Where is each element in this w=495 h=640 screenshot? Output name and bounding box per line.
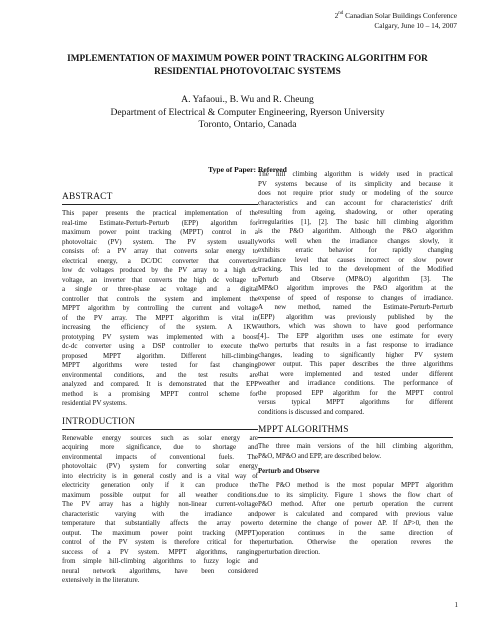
text-line: resulting from ageing, shadowing, or other operating <box>258 208 453 216</box>
abstract-heading: ABSTRACT <box>62 192 258 205</box>
text-line: The PV array has a highly non-linear current-voltage <box>62 500 258 508</box>
text-line: PV systems because of its simplicity and because it <box>258 179 453 188</box>
text-line: A new method, named the Estimate-Perturb-Perturb <box>258 303 453 311</box>
text-line: photovoltaic (PV) system. The PV system usually <box>62 237 258 246</box>
text-line: analyzed and compared. It is demonstrated that the EPP <box>62 380 258 388</box>
text-line: The P&O method is the most popular MPPT algorithm <box>258 481 453 489</box>
text-line: authors, which was shown to have good performance <box>258 322 453 330</box>
text-line: neural network algorithms, have been considered <box>62 566 258 575</box>
text-line: residential PV systems. <box>62 399 127 407</box>
text-line: low dc voltages produced by the PV array to a high dc <box>62 266 258 274</box>
text-line: characteristic varying with the irradiance and <box>62 509 258 518</box>
text-line: proposed MPPT algorithm. Different hill-climbing <box>62 351 258 360</box>
text-line: perturbation direction. <box>258 547 321 556</box>
text-line: two perturbs that results in a fast response to irradiance <box>258 341 453 349</box>
text-line: The three main versions of the hill climbing algorithm, <box>258 442 453 450</box>
text-line: acquiring more significance, due to shortage and <box>62 443 258 451</box>
text-line: real-time Estimate-Perturb-Perturb (EPP) algorithm for <box>62 218 258 227</box>
text-line: increasing the efficiency of the system. A 1KW <box>62 323 258 331</box>
text-line: MP&O algorithm improves the P&O algorithm at the <box>258 284 453 292</box>
text-line: exhibits erratic behavior for rapidly changing <box>258 246 453 254</box>
conference-name: 2nd Canadian Solar Buildings Conference <box>334 11 457 20</box>
text-line: dc-dc converter using a DSP controller to execute the <box>62 342 258 350</box>
text-line: works well when the irradiance changes slowly, it <box>258 236 453 245</box>
author-city: Toronto, Ontario, Canada <box>198 119 297 131</box>
text-line: changes, leading to significantly higher PV system <box>258 350 453 359</box>
perturb-observe-body <box>258 481 453 557</box>
text-line: expense of speed of response to changes of irradiance. <box>258 293 453 302</box>
text-line: due to its simplicity. Figure 1 shows the flow chart of <box>258 490 453 499</box>
text-line: versus typical MPPT algorithms for different <box>258 398 453 406</box>
text-line: consists of: a PV array that converts solar energy to <box>62 247 258 255</box>
perturb-observe-heading: Perturb and Observe <box>258 468 320 475</box>
text-line: voltage, an inverter that converts the high dc voltage to <box>62 275 258 284</box>
text-line: success of a PV system. MPPT algorithms, ranging <box>62 547 258 556</box>
text-line: is the P&O algorithm. Although the P&O algorithm <box>258 227 453 235</box>
text-line: temperature that substantially affects the array power <box>62 519 258 527</box>
text-line: environmental impacts of conventional fuels. The <box>62 452 258 461</box>
text-line: electricity generation only if it can produce the <box>62 481 258 489</box>
text-line: from simple hill-climbing algorithms to fuzzy logic and <box>62 557 258 565</box>
text-line: does not require prior study or modeling of the source <box>258 189 453 197</box>
text-line: irregularities [1], [2]. The basic hill climbing algorithm <box>258 217 453 226</box>
paper-title: IMPLEMENTATION OF MAXIMUM POWER POINT TRACKING ALGORITHM FOR RESIDENTIAL PHOTOVOLTAIC SYSTEMS <box>67 54 428 77</box>
text-line: MPPT algorithm by controlling the current and voltage <box>62 304 258 312</box>
text-line: maximum possible output for all weather conditions. <box>62 490 258 499</box>
author-names: A. Yafaoui., B. Wu and R. Cheung <box>181 94 314 105</box>
text-line: of the PV array. The MPPT algorithm is vital in <box>62 313 258 322</box>
left-column <box>62 169 258 586</box>
text-line: power output. This paper describes the three algorithms <box>258 360 453 368</box>
author-department: Department of Electrical & Computer Engineering, Ryerson University <box>110 106 385 118</box>
text-line: perturbation. Otherwise the operation reveres the <box>258 538 453 546</box>
abstract-body <box>62 209 258 409</box>
text-line: MPPT algorithms were tested for fast changing <box>62 361 258 369</box>
text-line: controller that controls the system and implement the <box>62 294 258 303</box>
text-line: a single or three-phase ac voltage and a digital <box>62 285 258 293</box>
author-block <box>40 94 455 132</box>
text-line: into electricity is in general costly and is a vital way of <box>62 471 258 480</box>
text-line: irradiance level that causes incorrect or slow power <box>258 255 453 264</box>
text-line: This paper presents the practical implementation of the <box>62 209 258 217</box>
text-line: Perturb and Observe (MP&O) algorithm [3]. The <box>258 274 453 283</box>
mppt-algorithms-body <box>258 442 453 461</box>
right-column <box>258 170 453 557</box>
text-line: Renewable energy sources such as solar energy are <box>62 433 258 442</box>
introduction-body <box>62 434 258 586</box>
page-number: 1 <box>454 601 458 609</box>
text-line: to determine the change of power ΔP. If ΔP>0, then the <box>258 519 453 527</box>
text-line: output. The maximum power point tracking (MPPT) <box>62 528 258 537</box>
paper-type: Type of Paper: Refereed <box>208 165 287 174</box>
conference-location-date: Calgary, June 10 – 14, 2007 <box>374 21 457 30</box>
text-line: P&O method. After one perturb operation the current <box>258 500 453 508</box>
text-line: environmental conditions, and the test results are <box>62 370 258 379</box>
introduction-heading: INTRODUCTION <box>62 417 258 430</box>
text-line: method is a promising MPPT control scheme for <box>62 389 258 398</box>
text-line: [4].. The EPP algorithm uses one estimate for every <box>258 331 453 340</box>
text-line: maximum power point tracking (MPPT) control in a <box>62 228 258 236</box>
text-line: power is calculated and compared with previous value <box>258 509 453 518</box>
text-line: conditions is discussed and compared. <box>258 407 365 416</box>
text-line: electrical energy, a DC/DC converter that converters <box>62 256 258 265</box>
text-line: weather and irradiance conditions. The performance of <box>258 379 453 387</box>
text-line: the proposed EPP algorithm for the MPPT control <box>258 388 453 397</box>
text-line: tracking. This led to the development of the Modified <box>258 265 453 273</box>
text-line: photovoltaic (PV) system for converting solar energy <box>62 462 258 470</box>
conference-header <box>257 11 457 31</box>
text-line: characteristics and can account for characteristics' drift <box>258 198 453 207</box>
text-line: operation continues in the same direction of <box>258 528 453 537</box>
text-line: prototyping PV system was implemented with a boost <box>62 332 258 341</box>
text-line: The hill climbing algorithm is widely used in practical <box>258 170 453 178</box>
text-line: that were implemented and tested under different <box>258 369 453 378</box>
text-line: control of the PV system is therefore critical for the <box>62 538 258 546</box>
text-line: (EPP) algorithm was previously published by the <box>258 312 453 321</box>
mppt-algorithms-heading: MPPT ALGORITHMS <box>258 425 453 438</box>
text-line: extensively in the literature. <box>62 576 140 584</box>
intro-continued-body <box>258 170 453 417</box>
text-line: P&O, MP&O and EPP, are described below. <box>258 451 382 460</box>
